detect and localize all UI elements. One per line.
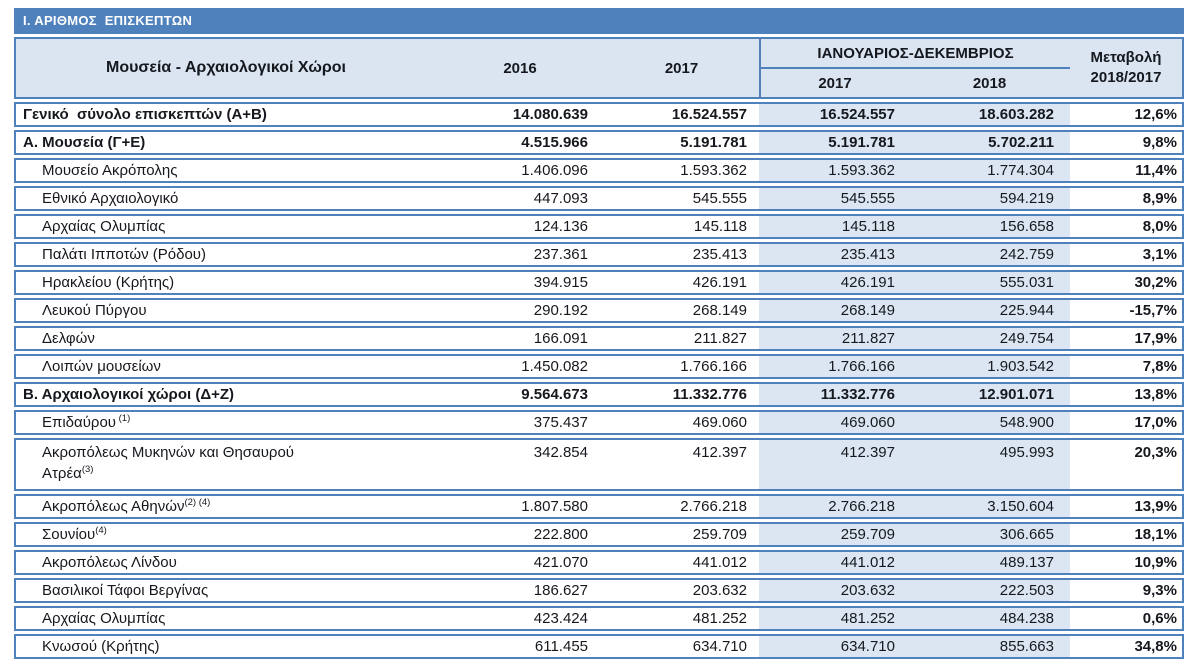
cell-jandec-2017: 268.149 [759, 300, 909, 321]
cell-jandec-2018: 555.031 [909, 272, 1070, 293]
table-row [14, 270, 1184, 295]
row-label: Ηρακλείου (Κρήτης) [42, 274, 175, 291]
cell-jandec-2017: 634.710 [759, 636, 909, 657]
row-label: Γενικό σύνολο επισκεπτών (Α+Β) [23, 106, 267, 123]
column-header-2017: 2017 [664, 59, 699, 77]
cell-jandec-2018: 249.754 [909, 328, 1070, 349]
table-row [14, 438, 1184, 491]
cell-2017: 235.413 [692, 246, 747, 263]
cell-jandec-2017: 441.012 [759, 552, 909, 573]
column-header-museums-sites: Μουσεία - Αρχαιολογικοί Χώροι [106, 59, 346, 76]
cell-2017: 426.191 [692, 274, 747, 291]
cell-2017: 145.118 [693, 218, 747, 235]
table-row [14, 606, 1184, 631]
cell-2016: 394.915 [533, 274, 588, 291]
row-label-cell [16, 104, 436, 125]
row-label-cell [16, 216, 436, 237]
row-label: Ακροπόλεως Λίνδου [42, 554, 177, 571]
row-label-line2-wrap [42, 463, 436, 484]
cell-2017: 481.252 [692, 610, 747, 627]
visitors-table [14, 37, 1184, 659]
row-label-cell [16, 328, 436, 349]
cell-jandec-2017: 469.060 [759, 412, 909, 433]
cell-jandec-2018: 484.238 [909, 608, 1070, 629]
row-label: Μουσείο Ακρόπολης [42, 162, 178, 179]
cell-2017: 5.191.781 [680, 134, 747, 151]
cell-change-percent: 9,3% [1142, 582, 1177, 599]
cell-change-percent: 8,9% [1142, 190, 1177, 207]
table-row [14, 410, 1184, 435]
column-header-jandec-2017: 2017 [759, 69, 909, 97]
table-title: Ι. ΑΡΙΘΜΟΣ ΕΠΙΣΚΕΠΤΩΝ [23, 13, 193, 28]
cell-2017: 203.632 [692, 582, 747, 599]
cell-jandec-2018: 18.603.282 [909, 104, 1070, 125]
column-header-change-line1: Μεταβολή [1090, 49, 1162, 66]
table-title-bar [14, 8, 1184, 34]
cell-jandec-2018: 12.901.071 [909, 384, 1070, 405]
table-row [14, 158, 1184, 183]
cell-change-percent: 17,9% [1134, 330, 1177, 347]
cell-2016: 611.455 [534, 638, 588, 655]
cell-2016: 14.080.639 [512, 106, 588, 123]
cell-2016: 222.800 [533, 526, 588, 543]
row-label: Δελφών [42, 330, 95, 347]
cell-jandec-2018: 489.137 [909, 552, 1070, 573]
cell-2017: 469.060 [692, 414, 747, 431]
row-footnote-marker: (1) [116, 413, 131, 424]
row-label-cell [16, 524, 436, 545]
cell-change-percent: 9,8% [1142, 134, 1177, 151]
cell-jandec-2018: 1.774.304 [909, 160, 1070, 181]
cell-change-percent: 7,8% [1142, 358, 1177, 375]
cell-2016: 342.854 [533, 444, 588, 461]
cell-2017: 16.524.557 [671, 106, 747, 123]
cell-jandec-2018: 5.702.211 [909, 132, 1070, 153]
cell-change-percent: -15,7% [1129, 302, 1177, 319]
cell-2016: 1.406.096 [521, 162, 588, 179]
cell-jandec-2017: 235.413 [759, 244, 909, 265]
cell-2017: 412.397 [692, 444, 747, 461]
cell-jandec-2018: 3.150.604 [909, 496, 1070, 517]
table-header [14, 37, 1184, 99]
cell-2017: 441.012 [692, 554, 747, 571]
cell-change-percent: 17,0% [1134, 414, 1177, 431]
cell-2017: 268.149 [692, 302, 747, 319]
cell-jandec-2018: 1.903.542 [909, 356, 1070, 377]
cell-2016: 166.091 [533, 330, 588, 347]
cell-change-percent: 12,6% [1134, 106, 1177, 123]
row-label-cell [16, 384, 436, 405]
row-label-line2: Ατρέα [42, 465, 82, 482]
cell-2016: 290.192 [533, 302, 588, 319]
row-label-cell [16, 608, 436, 629]
row-label-cell [16, 244, 436, 265]
row-label: Κνωσού (Κρήτης) [42, 638, 160, 655]
cell-jandec-2017: 481.252 [759, 608, 909, 629]
cell-jandec-2018: 222.503 [909, 580, 1070, 601]
cell-change-percent: 18,1% [1134, 526, 1177, 543]
cell-2016: 124.136 [533, 218, 588, 235]
row-label-cell [16, 160, 436, 181]
cell-jandec-2017: 2.766.218 [759, 496, 909, 517]
column-header-change-line2: 2018/2017 [1090, 69, 1162, 86]
cell-jandec-2017: 426.191 [759, 272, 909, 293]
table-row [14, 242, 1184, 267]
cell-jandec-2017: 211.827 [759, 328, 909, 349]
table-row [14, 186, 1184, 211]
row-label-cell [16, 636, 436, 657]
cell-2016: 237.361 [533, 246, 588, 263]
cell-jandec-2018: 306.665 [909, 524, 1070, 545]
column-header-change [1070, 39, 1182, 97]
cell-2016: 9.564.673 [521, 386, 588, 403]
column-group-january-december: ΙΑΝΟΥΑΡΙΟΣ-ΔΕΚΕΜΒΡΙΟΣ [759, 39, 1070, 69]
column-header-2016: 2016 [503, 59, 537, 77]
table-row [14, 494, 1184, 519]
cell-jandec-2017: 1.766.166 [759, 356, 909, 377]
cell-change-percent: 3,1% [1142, 246, 1177, 263]
cell-2016: 1.450.082 [521, 358, 588, 375]
row-label-cell [16, 132, 436, 153]
cell-2016: 421.070 [533, 554, 588, 571]
cell-jandec-2017: 145.118 [759, 216, 909, 237]
cell-2017: 1.766.166 [680, 358, 747, 375]
table-row [14, 326, 1184, 351]
row-label-cell [16, 496, 436, 517]
cell-2017: 11.332.776 [672, 386, 747, 403]
table-body [14, 102, 1184, 659]
cell-2017: 259.709 [692, 526, 747, 543]
table-row [14, 214, 1184, 239]
cell-change-percent: 8,0% [1142, 218, 1177, 235]
row-label: Αρχαίας Ολυμπίας [42, 610, 166, 627]
row-label: Βασιλικοί Τάφοι Βεργίνας [42, 582, 209, 599]
row-label-cell [16, 188, 436, 209]
table-row [14, 102, 1184, 127]
column-header-jandec-2018: 2018 [972, 74, 1007, 92]
cell-jandec-2018: 495.993 [909, 440, 1070, 489]
cell-jandec-2017: 1.593.362 [759, 160, 909, 181]
row-label: Παλάτι Ιπποτών (Ρόδου) [42, 246, 206, 263]
row-footnote-marker: (2) (4) [184, 497, 211, 508]
cell-2017: 545.555 [692, 190, 747, 207]
cell-2017: 2.766.218 [680, 498, 747, 515]
cell-jandec-2017: 16.524.557 [759, 104, 909, 125]
row-label: Αρχαίας Ολυμπίας [42, 218, 166, 235]
table-row [14, 634, 1184, 659]
cell-jandec-2017: 5.191.781 [759, 132, 909, 153]
row-label: Εθνικό Αρχαιολογικό [42, 190, 179, 207]
cell-2016: 186.627 [533, 582, 588, 599]
cell-2016: 447.093 [533, 190, 588, 207]
cell-change-percent: 13,8% [1134, 386, 1177, 403]
cell-2017: 1.593.362 [680, 162, 747, 179]
row-footnote-marker-2: (3) [81, 464, 94, 475]
cell-jandec-2017: 545.555 [759, 188, 909, 209]
row-footnote-marker: (4) [95, 525, 107, 536]
row-label: Α. Μουσεία (Γ+Ε) [23, 134, 146, 151]
row-label: Σουνίου [42, 526, 96, 543]
row-label-cell [16, 356, 436, 377]
cell-2017: 634.710 [692, 638, 747, 655]
cell-jandec-2017: 11.332.776 [759, 384, 909, 405]
cell-2016: 423.424 [533, 610, 588, 627]
row-label: Λευκού Πύργου [42, 302, 147, 319]
row-label-cell [16, 552, 436, 573]
row-label: Λοιπών μουσείων [42, 358, 161, 375]
table-row [14, 130, 1184, 155]
row-label-cell [16, 272, 436, 293]
table-row [14, 382, 1184, 407]
cell-change-percent: 34,8% [1134, 638, 1177, 655]
cell-jandec-2018: 548.900 [909, 412, 1070, 433]
table-row [14, 578, 1184, 603]
row-label: Β. Αρχαιολογικοί χώροι (Δ+Ζ) [23, 386, 235, 403]
table-row [14, 298, 1184, 323]
row-label-cell [16, 580, 436, 601]
cell-2017: 211.827 [693, 330, 747, 347]
cell-jandec-2018: 594.219 [909, 188, 1070, 209]
table-row [14, 522, 1184, 547]
cell-jandec-2017: 259.709 [759, 524, 909, 545]
cell-change-percent: 0,6% [1142, 610, 1177, 627]
row-label-cell [16, 300, 436, 321]
cell-2016: 375.437 [533, 414, 588, 431]
table-row [14, 354, 1184, 379]
cell-change-percent: 30,2% [1134, 274, 1177, 291]
cell-change-percent: 20,3% [1134, 444, 1177, 461]
cell-jandec-2018: 156.658 [909, 216, 1070, 237]
row-label: Ακροπόλεως Αθηνών [42, 498, 185, 515]
row-label-cell [16, 412, 436, 433]
cell-jandec-2018: 242.759 [909, 244, 1070, 265]
row-label-cell [16, 440, 436, 484]
row-label: Ακροπόλεως Μυκηνών και Θησαυρού [42, 444, 294, 461]
row-label: Επιδαύρου [42, 414, 116, 431]
cell-jandec-2017: 412.397 [759, 440, 909, 489]
cell-2016: 1.807.580 [521, 498, 588, 515]
cell-jandec-2018: 855.663 [909, 636, 1070, 657]
cell-jandec-2018: 225.944 [909, 300, 1070, 321]
cell-2016: 4.515.966 [521, 134, 588, 151]
cell-change-percent: 10,9% [1134, 554, 1177, 571]
cell-jandec-2017: 203.632 [759, 580, 909, 601]
cell-change-percent: 13,9% [1134, 498, 1177, 515]
table-row [14, 550, 1184, 575]
cell-change-percent: 11,4% [1135, 162, 1177, 179]
